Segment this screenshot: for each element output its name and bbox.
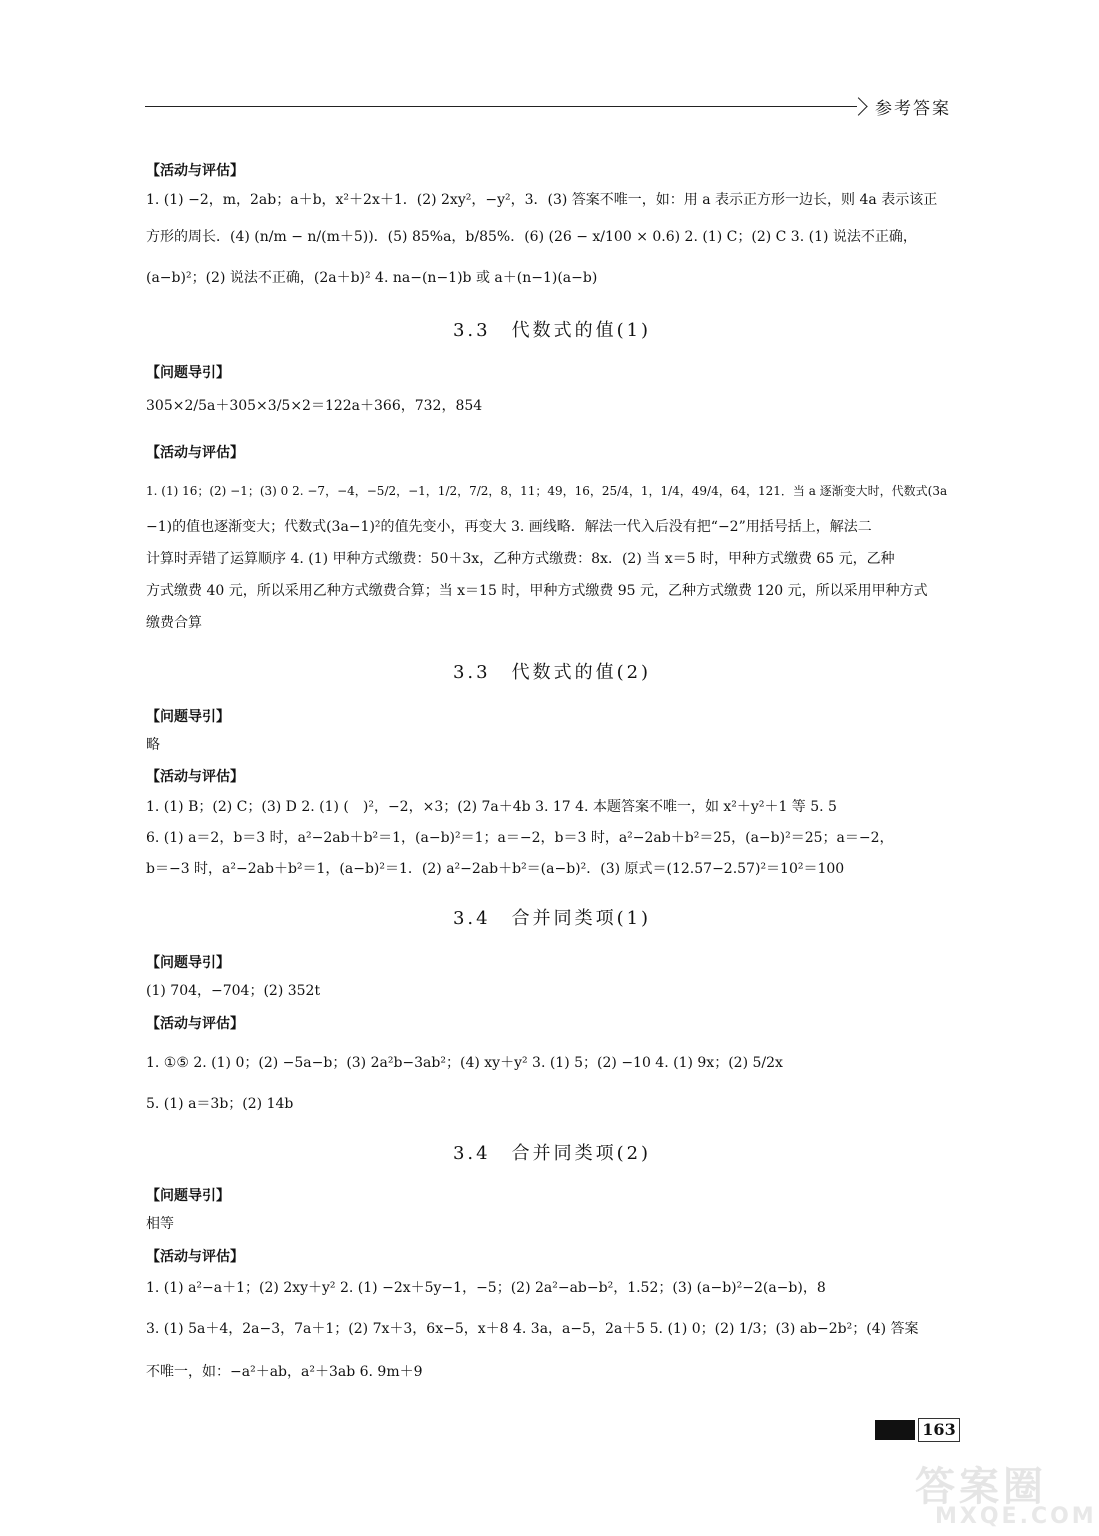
answer-line: 1. (1) a²−a＋1；(2) 2xy＋y² 2. (1) −2x＋5y−1，−5；(2) 2a²−ab−b²，1.52；(3) (a−b)²−2(a−b)，8 — [146, 1280, 826, 1296]
answer-line: 6. (1) a＝2，b＝3 时，a²−2ab＋b²＝1，(a−b)²＝1；a＝−2，b＝3 时，a²−2ab＋b²＝25，(a−b)²＝25；a＝−2， — [146, 830, 894, 846]
header-title: 参考答案 — [875, 99, 951, 119]
section-title: 3.3 代数式的值(2) — [452, 662, 652, 683]
answer-line: 计算时弄错了运算顺序 4. (1) 甲种方式缴费：50＋3x，乙种方式缴费：8x．(2) 当 x＝5 时，甲种方式缴费 65 元，乙种 — [146, 551, 895, 567]
guide-line: 305×2/5a＋305×3/5×2＝122a＋366，732，854 — [146, 398, 483, 414]
watermark-url: MXQE.COM — [935, 1504, 1097, 1529]
activity-label: 【活动与评估】 — [146, 163, 244, 179]
guide-label: 【问题导引】 — [146, 1188, 230, 1204]
guide-line: 略 — [146, 737, 160, 753]
guide-label: 【问题导引】 — [146, 709, 230, 725]
answer-line: −1)的值也逐渐变大；代数式(3a−1)²的值先变小，再变大 3. 画线略．解法一代入后没有把“−2”用括号括上，解法二 — [146, 519, 872, 535]
answer-line: 3. (1) 5a＋4，2a−3，7a＋1；(2) 7x＋3，6x−5，x＋8 4. 3a，a−5，2a＋5 5. (1) 0；(2) 1/3；(3) ab−2b²；(4) 答案 — [146, 1321, 919, 1337]
guide-label: 【问题导引】 — [146, 955, 230, 971]
section-title: 3.4 合并同类项(2) — [452, 1143, 652, 1164]
answer-line: 1. (1) B；(2) C；(3) D 2. (1) ( )²，−2，×3；(2) 7a＋4b 3. 17 4. 本题答案不唯一，如 x²＋y²＋1 等 5. 5 — [146, 799, 837, 815]
activity-label: 【活动与评估】 — [146, 445, 244, 461]
watermark-logo: 答案圈 — [915, 1464, 1047, 1510]
guide-line: (1) 704，−704；(2) 352t — [146, 983, 321, 999]
header-rule — [145, 106, 857, 107]
page-number-bar — [875, 1420, 915, 1440]
activity-label: 【活动与评估】 — [146, 769, 244, 785]
answer-line: b＝−3 时，a²−2ab＋b²＝1，(a−b)²＝1．(2) a²−2ab＋b²＝(a−b)²．(3) 原式＝(12.57−2.57)²＝10²＝100 — [146, 861, 845, 877]
answer-line: 不唯一，如：−a²＋ab，a²＋3ab 6. 9m＋9 — [146, 1364, 423, 1380]
guide-line: 相等 — [146, 1216, 174, 1232]
page-number: 163 — [918, 1418, 960, 1442]
section-title: 3.3 代数式的值(1) — [452, 320, 652, 341]
answer-line: 5. (1) a＝3b；(2) 14b — [146, 1096, 294, 1112]
answer-line: (a−b)²；(2) 说法不正确，(2a＋b)² 4. na−(n−1)b 或 a＋(n−1)(a−b) — [146, 270, 598, 286]
activity-label: 【活动与评估】 — [146, 1249, 244, 1265]
answer-line: 方形的周长．(4) (n/m − n/(m＋5))．(5) 85%a，b/85%．(6) (26 − x/100 × 0.6) 2. (1) C；(2) C 3. (1) 说法不正确， — [146, 229, 917, 245]
arrow-right-icon — [849, 97, 867, 115]
guide-label: 【问题导引】 — [146, 365, 230, 381]
activity-label: 【活动与评估】 — [146, 1016, 244, 1032]
answer-line: 1. (1) −2，m，2ab；a＋b，x²＋2x＋1．(2) 2xy²，−y²，3．(3) 答案不唯一，如：用 a 表示正方形一边长，则 4a 表示该正 — [146, 192, 938, 208]
answer-line: 缴费合算 — [146, 615, 202, 631]
answer-line: 1. (1) 16；(2) −1；(3) 0 2. −7，−4，−5/2，−1，1/2，7/2，8，11；49，16，25/4，1，1/4，49/4，64，121．当 a 逐渐变大时，代数式(3a — [146, 484, 948, 498]
answer-line: 方式缴费 40 元，所以采用乙种方式缴费合算；当 x＝15 时，甲种方式缴费 95 元，乙种方式缴费 120 元，所以采用甲种方式 — [146, 583, 928, 599]
section-title: 3.4 合并同类项(1) — [452, 908, 652, 929]
answer-line: 1. ①⑤ 2. (1) 0；(2) −5a−b；(3) 2a²b−3ab²；(4) xy＋y² 3. (1) 5；(2) −10 4. (1) 9x；(2) 5/2x — [146, 1055, 783, 1071]
